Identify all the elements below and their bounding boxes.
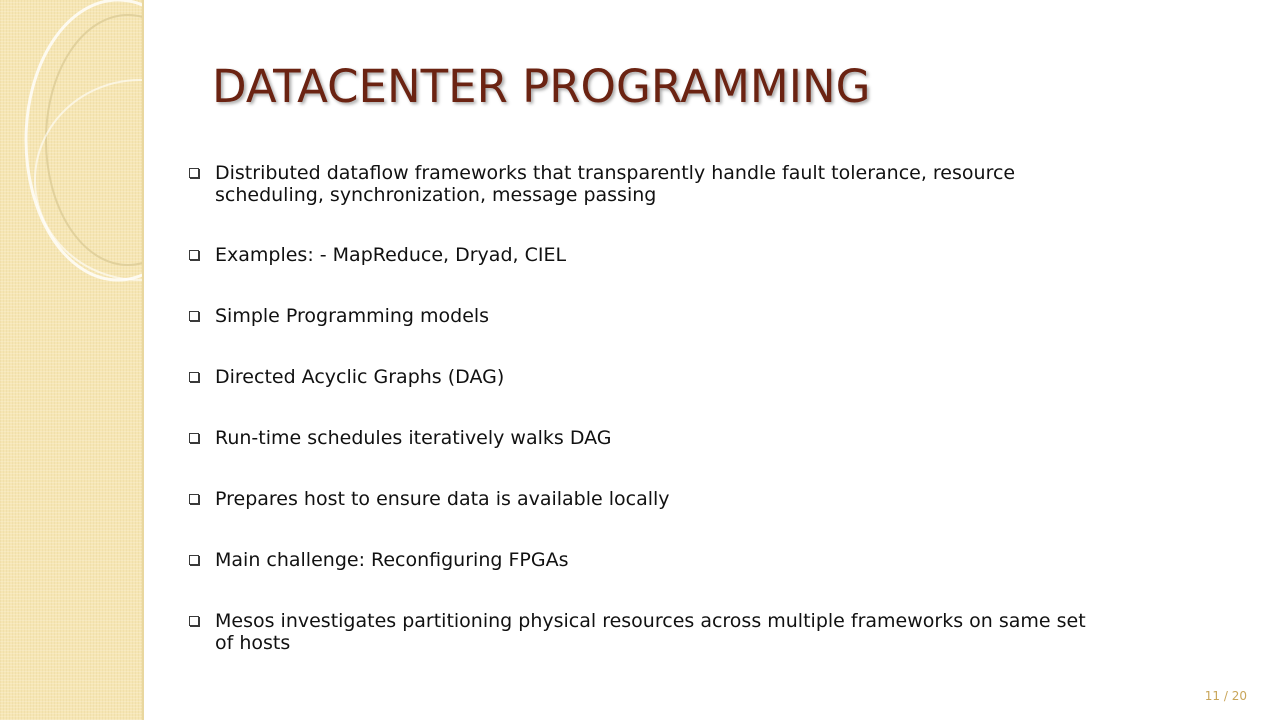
bullet-item <box>188 610 1088 654</box>
page-number: 11 / 20 <box>1204 689 1247 703</box>
square-bullet-icon <box>189 311 199 321</box>
bullet-text: Prepares host to ensure data is available locally <box>215 488 670 510</box>
bullet-item <box>188 549 1088 571</box>
bullet-item <box>188 366 1088 388</box>
decorative-rings <box>0 0 142 720</box>
bullet-text: Simple Programming models <box>215 305 490 327</box>
bullet-text: Distributed dataflow frameworks that transparently handle fault tolerance, resource scheduling, synchronization, message passing <box>215 162 1016 206</box>
square-bullet-icon <box>189 250 199 260</box>
decorative-sidebar <box>0 0 144 720</box>
square-bullet-icon <box>189 433 199 443</box>
square-bullet-icon <box>189 555 199 565</box>
square-bullet-icon <box>189 616 199 626</box>
bullet-item <box>188 305 1088 327</box>
bullet-item <box>188 427 1088 449</box>
bullet-item <box>188 162 1088 206</box>
bullet-text: Run-time schedules iteratively walks DAG <box>215 427 612 449</box>
square-bullet-icon <box>189 494 199 504</box>
square-bullet-icon <box>189 168 199 178</box>
slide-title: DATACENTER PROGRAMMING <box>212 60 871 113</box>
bullet-list <box>188 162 1088 692</box>
bullet-text: Examples: - MapReduce, Dryad, CIEL <box>215 244 567 266</box>
bullet-item <box>188 488 1088 510</box>
bullet-text: Directed Acyclic Graphs (DAG) <box>215 366 505 388</box>
square-bullet-icon <box>189 372 199 382</box>
bullet-text: Mesos investigates partitioning physical resources across multiple frameworks on same set of hosts <box>215 610 1086 654</box>
bullet-text: Main challenge: Reconfiguring FPGAs <box>215 549 569 571</box>
bullet-item <box>188 244 1088 266</box>
